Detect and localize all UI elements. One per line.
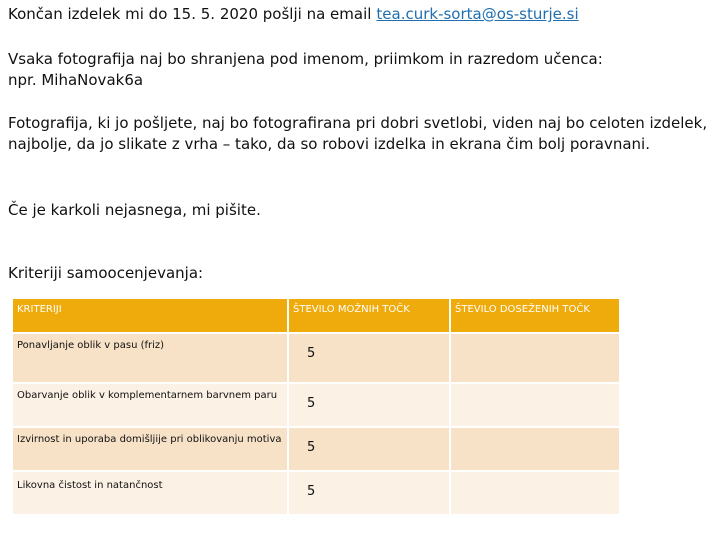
naming-paragraph — [8, 49, 603, 91]
photo-paragraph — [8, 113, 707, 155]
criteria-heading: Kriteriji samoocenjevanja: — [8, 264, 204, 282]
table-row — [13, 428, 619, 470]
table-row — [13, 472, 619, 514]
deadline-line — [8, 4, 579, 25]
achieved-points-cell[interactable] — [451, 472, 619, 514]
criteria-header-row — [13, 299, 619, 332]
header-max-points: ŠTEVILO MOŽNIH TOČK — [289, 299, 449, 332]
criteria-table — [11, 297, 621, 516]
criterion-cell: Obarvanje oblik v komplementarnem barvnem paru — [13, 384, 287, 426]
achieved-points-cell[interactable] — [451, 428, 619, 470]
max-points-cell: 5 — [289, 472, 449, 514]
criterion-cell: Ponavljanje oblik v pasu (friz) — [13, 334, 287, 382]
achieved-points-cell[interactable] — [451, 334, 619, 382]
max-points-cell: 5 — [289, 334, 449, 382]
photo-line-2: najbolje, da jo slikate z vrha – tako, da so robovi izdelka in ekrana čim bolj poravnani. — [8, 135, 650, 153]
table-row — [13, 334, 619, 382]
max-points-cell: 5 — [289, 428, 449, 470]
criterion-cell: Izvirnost in uporaba domišljije pri oblikovanju motiva — [13, 428, 287, 470]
header-criteria: KRITERIJI — [13, 299, 287, 332]
naming-example: npr. MihaNovak6a — [8, 71, 144, 89]
max-points-cell: 5 — [289, 384, 449, 426]
criterion-cell: Likovna čistost in natančnost — [13, 472, 287, 514]
table-row — [13, 384, 619, 426]
deadline-text: Končan izdelek mi do 15. 5. 2020 pošlji na email — [8, 5, 372, 23]
email-link[interactable]: tea.curk-sorta@os-sturje.si — [376, 5, 579, 23]
naming-line-1: Vsaka fotografija naj bo shranjena pod imenom, priimkom in razredom učenca: — [8, 50, 603, 68]
photo-line-1: Fotografija, ki jo pošljete, naj bo fotografirana pri dobri svetlobi, viden naj bo celoten izdelek, — [8, 114, 708, 132]
achieved-points-cell[interactable] — [451, 384, 619, 426]
questions-line: Če je karkoli nejasnega, mi pišite. — [8, 201, 261, 219]
header-achieved-points: ŠTEVILO DOSEŽENIH TOČK — [451, 299, 619, 332]
